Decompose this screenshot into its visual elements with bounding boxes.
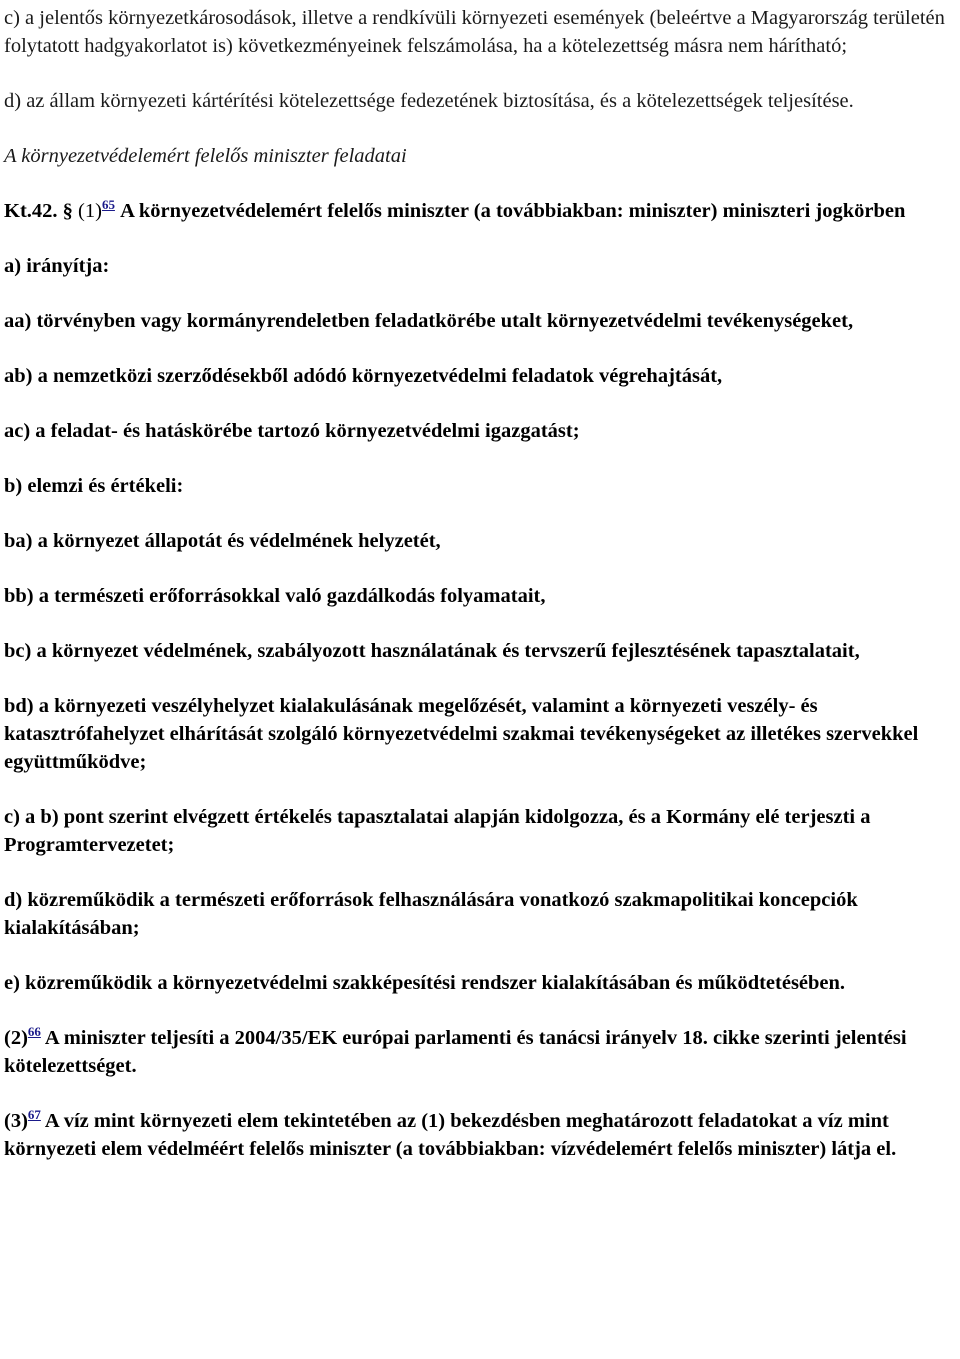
paragraph-c: c) a jelentős környezetkárosodások, illetve a rendkívüli környezeti események (beleértve a Magyarország területén folytatott hadgyakorlatot is) következményeinek felszámolása, ha a kötelezettség másra nem hárítható; [4, 7, 945, 57]
list-item-aa: aa) törvényben vagy kormányrendeletben feladatkörébe utalt környezetvédelmi tevékenységeket, [4, 310, 854, 332]
list-item-ba: ba) a környezet állapotát és védelmének helyzetét, [4, 530, 441, 552]
list-item-b: b) elemzi és értékeli: [4, 475, 184, 497]
paragraph-number: (3) [4, 1110, 28, 1132]
paragraph-3 [4, 1107, 956, 1163]
paragraph-number: (1) [78, 200, 102, 222]
list-item-a: a) irányítja: [4, 255, 110, 277]
list-item-c: c) a b) pont szerint elvégzett értékelés tapasztalatai alapján kidolgozza, és a Kormány elé terjeszti a Programtervezetet; [4, 806, 871, 856]
paragraph-d: d) az állam környezeti kártérítési kötelezettsége fedezetének biztosítása, és a kötelezettségek teljesítése. [4, 90, 854, 112]
list-item-bb: bb) a természeti erőforrásokkal való gazdálkodás folyamatait, [4, 585, 546, 607]
section-label: Kt.42. § [4, 200, 73, 222]
footnote-link-67[interactable]: 67 [27, 1107, 41, 1123]
list-item-ab: ab) a nemzetközi szerződésekből adódó környezetvédelmi feladatok végrehajtását, [4, 365, 723, 387]
footnote-link-66[interactable]: 66 [27, 1024, 41, 1040]
list-item-ac: ac) a feladat- és hatáskörébe tartozó környezetvédelmi igazgatást; [4, 420, 580, 442]
section-text: A környezetvédelemért felelős miniszter (a továbbiakban: miniszter) miniszteri jogkörben [120, 200, 906, 222]
list-item-d: d) közreműködik a természeti erőforrások felhasználására vonatkozó szakmapolitikai koncepciók kialakításában; [4, 889, 858, 939]
paragraph-text: A víz mint környezeti elem tekintetében az (1) bekezdésben meghatározott feladatokat a víz mint környezeti elem védelméért felelős miniszter (a továbbiakban: vízvédelemért felelős miniszter) látja el. [4, 1110, 897, 1160]
paragraph-2 [4, 1024, 956, 1080]
paragraph-number: (2) [4, 1027, 28, 1049]
list-item-e: e) közreműködik a környezetvédelmi szakképesítési rendszer kialakításában és működtetésében. [4, 972, 846, 994]
document-page [4, 4, 956, 1190]
section-kt42 [4, 197, 956, 225]
list-item-bd: bd) a környezeti veszélyhelyzet kialakulásának megelőzését, valamint a környezeti veszély- és katasztrófahelyzet elhárítását szolgáló környezetvédelmi szakmai tevékenységeket az illetékes szervekkel együttműködve; [4, 695, 919, 773]
section-heading: A környezetvédelemért felelős miniszter feladatai [4, 145, 407, 167]
list-item-bc: bc) a környezet védelmének, szabályozott használatának és tervszerű fejlesztésének tapasztalatait, [4, 640, 860, 662]
footnote-link-65[interactable]: 65 [101, 197, 115, 213]
paragraph-text: A miniszter teljesíti a 2004/35/EK európai parlamenti és tanácsi irányelv 18. cikke szerinti jelentési kötelezettséget. [4, 1027, 907, 1077]
